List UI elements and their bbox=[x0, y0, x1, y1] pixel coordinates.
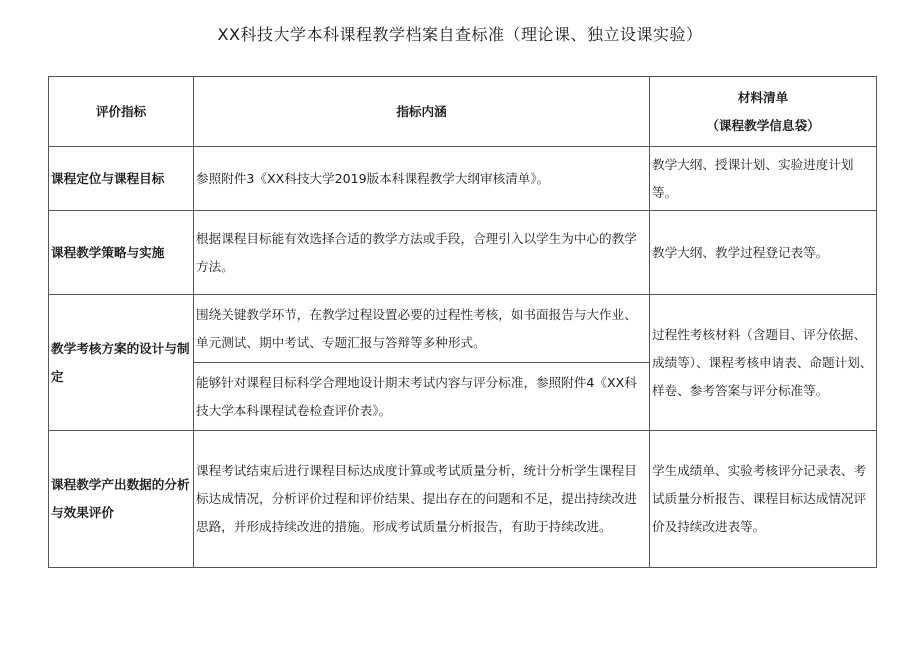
header-content: 指标内涵 bbox=[194, 77, 650, 147]
criterion-cell: 教学考核方案的设计与制定 bbox=[49, 295, 194, 431]
criterion-cell: 课程教学产出数据的分析与效果评价 bbox=[49, 431, 194, 568]
header-criterion: 评价指标 bbox=[49, 77, 194, 147]
header-materials-subtitle: （课程教学信息袋） bbox=[706, 117, 820, 133]
content-cell: 能够针对课程目标科学合理地设计期末考试内容与评分标准，参照附件4《XX科技大学本科课程试卷检查评价表》。 bbox=[194, 363, 650, 431]
header-materials bbox=[650, 77, 877, 147]
self-check-standards-table bbox=[48, 76, 877, 568]
materials-cell: 教学大纲、教学过程登记表等。 bbox=[650, 211, 877, 295]
criterion-cell: 课程定位与课程目标 bbox=[49, 147, 194, 211]
criterion-cell: 课程教学策略与实施 bbox=[49, 211, 194, 295]
document-title: XX科技大学本科课程教学档案自查标准（理论课、独立设课实验） bbox=[217, 25, 703, 44]
content-cell: 围绕关键教学环节，在教学过程设置必要的过程性考核，如书面报告与大作业、单元测试、期中考试、专题汇报与答辩等多种形式。 bbox=[194, 295, 650, 363]
content-cell: 根据课程目标能有效选择合适的教学方法或手段，合理引入以学生为中心的教学方法。 bbox=[194, 211, 650, 295]
table-row bbox=[49, 147, 877, 211]
materials-cell: 过程性考核材料（含题目、评分依据、成绩等）、课程考核申请表、命题计划、样卷、参考答案与评分标准等。 bbox=[650, 295, 877, 431]
table-row bbox=[49, 211, 877, 295]
table-row bbox=[49, 431, 877, 568]
header-materials-title: 材料清单 bbox=[737, 89, 789, 105]
content-cell: 参照附件3《XX科技大学2019版本科课程教学大纲审核清单》。 bbox=[194, 147, 650, 211]
table-header-row bbox=[49, 77, 877, 147]
materials-cell: 学生成绩单、实验考核评分记录表、考试质量分析报告、课程目标达成情况评价及持续改进表等。 bbox=[650, 431, 877, 568]
materials-cell: 教学大纲、授课计划、实验进度计划等。 bbox=[650, 147, 877, 211]
content-cell: 课程考试结束后进行课程目标达成度计算或考试质量分析，统计分析学生课程目标达成情况，分析评价过程和评价结果、提出存在的问题和不足，提出持续改进思路，并形成持续改进的措施。形成考试质量分析报告，有助于持续改进。 bbox=[194, 431, 650, 568]
table-row bbox=[49, 295, 877, 363]
